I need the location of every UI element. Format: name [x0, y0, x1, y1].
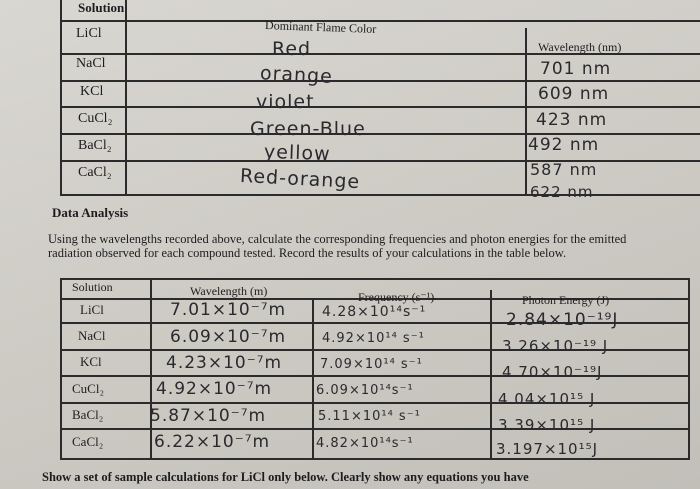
row-solution-bacl2: BaCl₂	[72, 407, 104, 422]
row-solution-nacl: NaCl	[76, 56, 106, 71]
header-frequency: Frequency (s⁻¹)	[358, 290, 435, 304]
row-wavelength-bacl2: 587 nm	[530, 160, 598, 179]
table-rule	[60, 458, 690, 460]
table-rule	[60, 0, 62, 195]
table-rule	[60, 402, 690, 404]
table-rule	[60, 194, 700, 196]
table-rule	[150, 278, 152, 459]
row-flame-bacl2: yellow	[263, 140, 332, 166]
row-solution-nacl: NaCl	[78, 328, 106, 343]
table-rule	[60, 160, 700, 162]
flame-color-table	[60, 0, 700, 201]
row-wavelength-nacl: 6.09×10⁻⁷m	[170, 327, 287, 347]
row-energy-cucl2: 4.04×10¹⁵ J	[498, 390, 596, 408]
table-rule	[525, 28, 527, 195]
header-wavelength: Wavelength (nm)	[538, 40, 622, 54]
header-photon-energy: Photon Energy (J)	[522, 293, 610, 307]
row-wavelength-cucl2: 4.92×10⁻⁷m	[156, 379, 273, 399]
row-solution-kcl: KCl	[80, 354, 102, 369]
row-frequency-licl: 4.28×10¹⁴s⁻¹	[322, 304, 427, 320]
row-frequency-kcl: 7.09×10¹⁴ s⁻¹	[320, 357, 423, 372]
row-frequency-cucl2: 6.09×10¹⁴s⁻¹	[316, 383, 414, 398]
row-frequency-cacl2: 4.82×10¹⁴s⁻¹	[316, 436, 414, 451]
row-frequency-nacl: 4.92×10¹⁴ s⁻¹	[322, 331, 425, 346]
row-wavelength-cucl2: 492 nm	[528, 135, 600, 155]
row-wavelength-kcl: 4.23×10⁻⁷m	[166, 353, 283, 373]
row-flame-nacl: orange	[259, 62, 334, 88]
row-energy-bacl2: 3.39×10¹⁵ J	[498, 416, 596, 434]
row-wavelength-nacl: 609 nm	[538, 84, 610, 104]
instructions-text: Using the wavelengths recorded above, calculate the corresponding frequencies and photon energies for the emitted radiation observed for each compound tested. Record the results of your calculations in the table below.	[48, 232, 627, 260]
row-flame-licl: Red	[272, 38, 312, 60]
header-wavelength-m: Wavelength (m)	[190, 284, 268, 298]
table-rule	[60, 278, 62, 459]
row-frequency-bacl2: 5.11×10¹⁴ s⁻¹	[318, 409, 421, 424]
footer-instructions: Show a set of sample calculations for LiCl only below. Clearly show any equations you have	[42, 470, 529, 484]
row-flame-cucl2: Green-Blue	[250, 118, 366, 140]
table-rule	[60, 278, 690, 280]
table-rule	[60, 428, 690, 430]
row-energy-kcl: 4.70×10⁻¹⁹J	[502, 363, 603, 381]
table-rule	[60, 106, 700, 108]
row-energy-cacl2: 3.197×10¹⁵J	[496, 440, 599, 458]
header-solution: Solution	[78, 0, 125, 15]
row-wavelength-kcl: 423 nm	[536, 110, 608, 130]
table-rule	[490, 290, 492, 459]
table-rule	[125, 0, 127, 195]
header-solution: Solution	[72, 280, 113, 294]
section-title: Data Analysis	[52, 205, 129, 220]
row-flame-kcl: violet	[256, 91, 315, 113]
row-solution-cucl2: CuCl₂	[72, 381, 104, 396]
row-wavelength-licl: 7.01×10⁻⁷m	[170, 300, 287, 320]
row-solution-cucl2: CuCl₂	[78, 111, 113, 126]
row-wavelength-bacl2: 5.87×10⁻⁷m	[150, 406, 267, 426]
table-rule	[312, 298, 314, 459]
row-solution-bacl2: BaCl₂	[78, 138, 112, 153]
row-solution-licl: LiCl	[76, 26, 102, 41]
row-solution-cacl2: CaCl₂	[72, 434, 104, 449]
row-flame-cacl2: Red-orange	[239, 164, 361, 194]
row-wavelength-cacl2: 622 nm	[530, 183, 594, 201]
row-energy-licl: 2.84×10⁻¹⁹J	[506, 310, 619, 330]
table-rule	[60, 80, 700, 82]
row-solution-kcl: KCl	[80, 84, 104, 99]
table-rule	[688, 278, 690, 459]
row-solution-licl: LiCl	[80, 302, 104, 317]
row-wavelength-cacl2: 6.22×10⁻⁷m	[154, 432, 271, 452]
header-flame-color: Dominant Flame Color	[264, 18, 377, 36]
row-solution-cacl2: CaCl₂	[78, 165, 112, 180]
row-wavelength-licl: 701 nm	[540, 59, 612, 79]
table-rule	[60, 20, 700, 22]
table-rule	[60, 133, 700, 135]
row-energy-nacl: 3.26×10⁻¹⁹ J	[502, 337, 609, 355]
